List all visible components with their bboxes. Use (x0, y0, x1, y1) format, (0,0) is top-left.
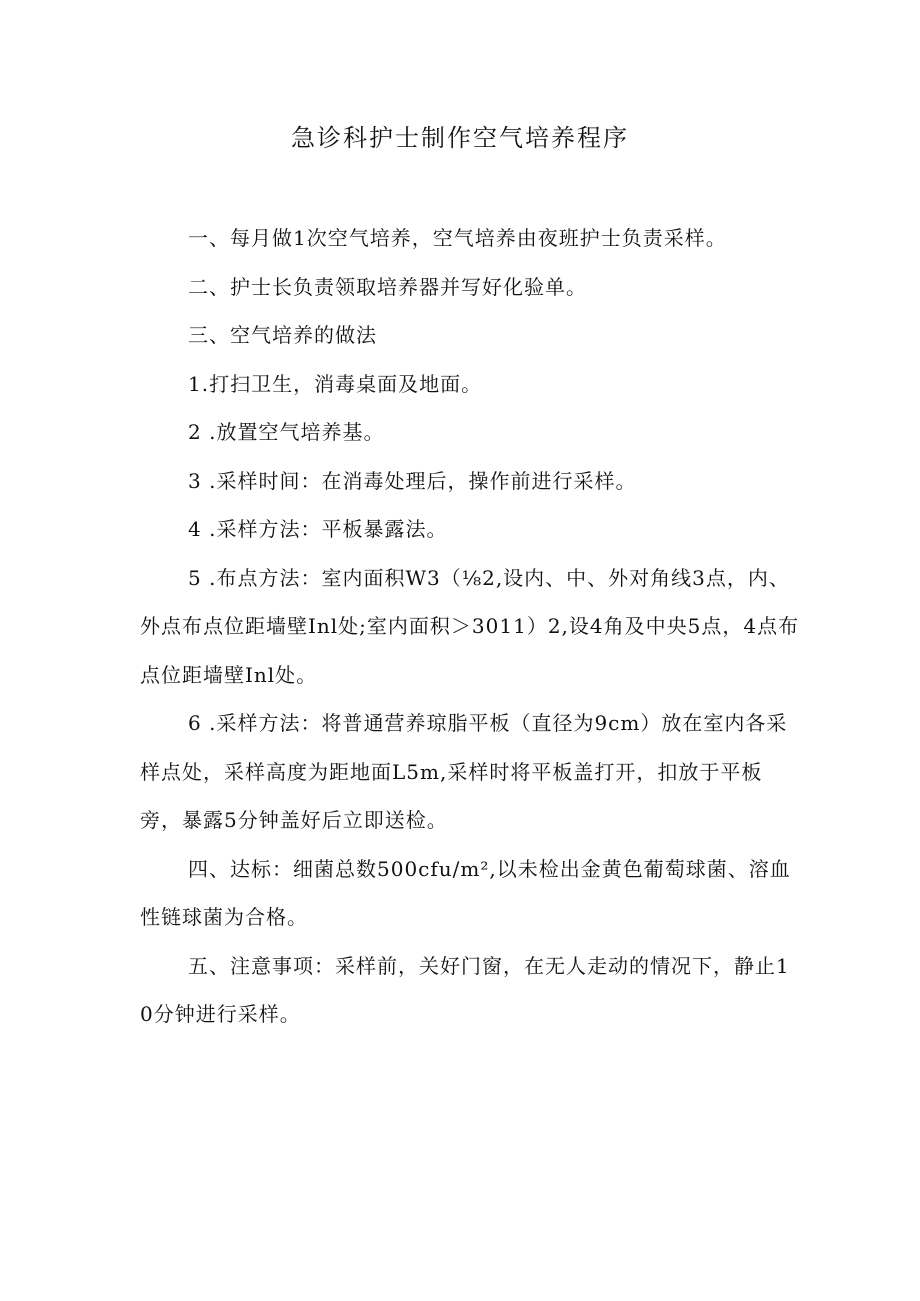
paragraph-10: 四、达标：细菌总数500cfu∕m²,以未检出金黄色葡萄球菌、溶血性链球菌为合格。 (140, 856, 791, 929)
paragraph-9: 6 .采样方法：将普通营养琼脂平板（直径为9cm）放在室内各采样点处，采样高度为距地面L5m,采样时将平板盖打开，扣放于平板旁，暴露5分钟盖好后立即送检。 (140, 711, 788, 832)
paragraph-7: 4 .采样方法：平板暴露法。 (188, 517, 448, 541)
paragraph-8: 5 .布点方法：室内面积W3（⅛2,设内、中、外对角线3点，内、外点布点位距墙壁Inl处;室内面积＞3011）2,设4角及中央5点，4点布点位距墙壁Inl处。 (140, 565, 800, 687)
document-body (140, 214, 800, 1039)
paragraph-6: 3 .采样时间：在消毒处理后，操作前进行采样。 (188, 468, 637, 493)
paragraph-3: 三、空气培养的做法 (188, 323, 377, 347)
document-title: 急诊科护士制作空气培养程序 (291, 124, 629, 152)
paragraph-1: 一、每月做1次空气培养，空气培养由夜班护士负责采样。 (188, 226, 727, 250)
paragraph-5: 2 .放置空气培养基。 (188, 420, 385, 444)
paragraph-2: 二、护士长负责领取培养器并写好化验单。 (188, 274, 587, 299)
paragraph-4: 1.打扫卫生，消毒桌面及地面。 (188, 371, 483, 396)
paragraph-11: 五、注意事项：采样前，关好门窗，在无人走动的情况下，静止10分钟进行采样。 (140, 953, 790, 1026)
